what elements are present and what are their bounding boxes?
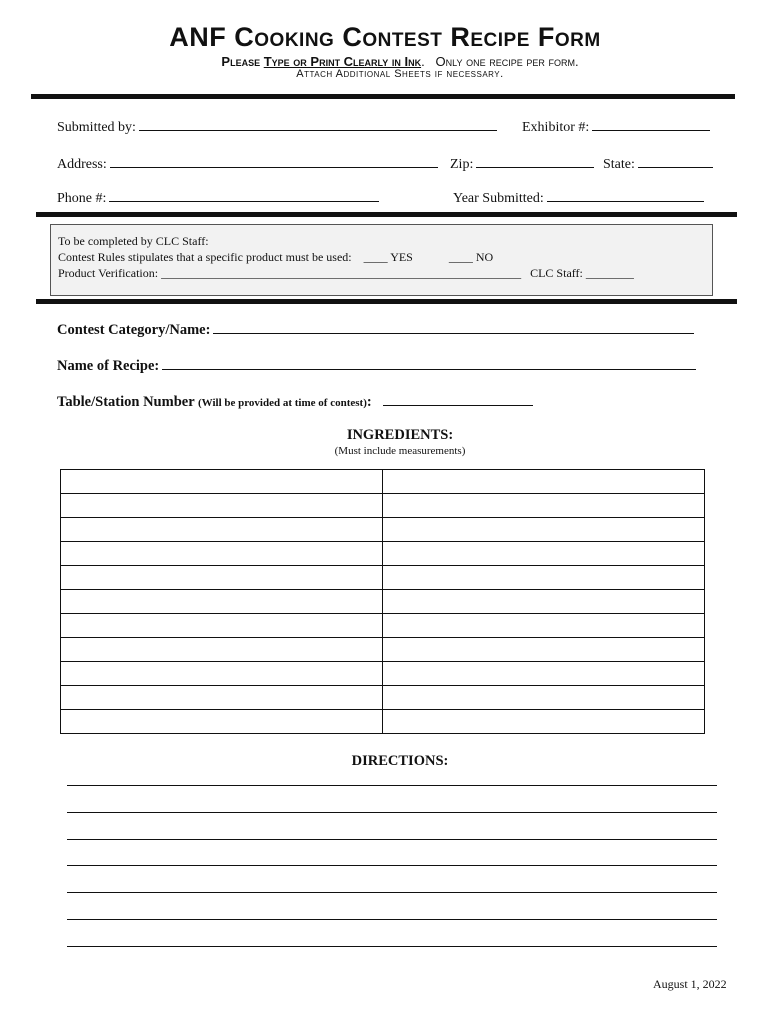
ingredient-cell[interactable] — [383, 470, 705, 494]
table-station-note: (Will be provided at time of contest) — [198, 397, 367, 409]
submitted-by-line[interactable] — [139, 118, 497, 131]
ingredient-row — [61, 518, 705, 542]
zip-line[interactable] — [476, 155, 594, 168]
direction-line[interactable] — [67, 839, 717, 840]
ingredient-cell[interactable] — [61, 494, 383, 518]
directions-heading: DIRECTIONS: — [351, 753, 449, 769]
recipe-name-field[interactable] — [57, 357, 696, 375]
ingredient-row — [61, 662, 705, 686]
year-submitted-line[interactable] — [547, 189, 704, 202]
product-verification[interactable]: Product Verification: ____________________________________________________________ — [58, 266, 522, 280]
zip-label: Zip: — [450, 157, 474, 172]
ingredient-cell[interactable] — [61, 638, 383, 662]
ingredients-note: (Must include measurements) — [334, 445, 466, 457]
contest-category-line[interactable] — [213, 321, 694, 334]
table-station-field[interactable] — [57, 393, 533, 411]
ingredient-cell[interactable] — [383, 590, 705, 614]
direction-line[interactable] — [67, 812, 717, 813]
contest-category-field[interactable] — [57, 321, 694, 339]
attach-sheets-note: Attach Additional Sheets if necessary. — [296, 68, 504, 80]
exhibitor-line[interactable] — [592, 118, 710, 131]
direction-line[interactable] — [67, 946, 717, 947]
zip-field[interactable] — [450, 155, 594, 173]
top-divider — [31, 94, 735, 99]
address-field[interactable] — [57, 155, 438, 173]
exhibitor-field[interactable] — [522, 118, 710, 136]
yes-blank[interactable]: ____ — [363, 250, 388, 264]
no-label: NO — [475, 250, 494, 264]
ingredient-cell[interactable] — [383, 518, 705, 542]
ingredient-row — [61, 494, 705, 518]
verification-row — [58, 265, 712, 281]
ingredient-cell[interactable] — [61, 518, 383, 542]
ingredient-cell[interactable] — [383, 638, 705, 662]
instruction-only-one: Only one recipe per form. — [435, 54, 579, 69]
direction-line[interactable] — [67, 892, 717, 893]
phone-line[interactable] — [109, 189, 379, 202]
ingredient-row — [61, 686, 705, 710]
ingredient-row — [61, 590, 705, 614]
phone-field[interactable] — [57, 189, 379, 207]
clc-staff-box — [50, 224, 713, 296]
state-field[interactable] — [603, 155, 713, 173]
staff-box-heading: To be completed by CLC Staff: — [58, 234, 209, 248]
ingredient-cell[interactable] — [383, 494, 705, 518]
recipe-name-label: Name of Recipe: — [57, 358, 160, 374]
submitted-by-field[interactable] — [57, 118, 497, 136]
submitted-by-label: Submitted by: — [57, 120, 136, 135]
ingredient-cell[interactable] — [61, 710, 383, 734]
ingredient-cell[interactable] — [61, 542, 383, 566]
table-station-line[interactable] — [383, 393, 533, 406]
ingredient-cell[interactable] — [383, 614, 705, 638]
product-rule-row — [58, 249, 712, 265]
direction-line[interactable] — [67, 919, 717, 920]
no-blank[interactable]: ____ — [448, 250, 473, 264]
phone-label: Phone #: — [57, 191, 107, 206]
ingredient-cell[interactable] — [61, 662, 383, 686]
instruction-type-print: Type or Print Clearly in Ink — [263, 54, 422, 69]
exhibitor-label: Exhibitor #: — [522, 120, 590, 135]
state-label: State: — [603, 157, 635, 172]
ingredient-row — [61, 542, 705, 566]
ingredient-cell[interactable] — [383, 710, 705, 734]
table-station-label: Table/Station Number — [57, 394, 195, 410]
form-title: ANF Cooking Contest Recipe Form — [169, 22, 601, 52]
ingredient-cell[interactable] — [383, 662, 705, 686]
ingredient-row — [61, 710, 705, 734]
instruction-please: Please — [221, 54, 261, 69]
product-rule-text: Contest Rules stipulates that a specific product must be used: — [58, 250, 352, 264]
ingredient-row — [61, 614, 705, 638]
clc-staff-signature[interactable]: CLC Staff: ________ — [530, 266, 634, 280]
state-line[interactable] — [638, 155, 713, 168]
ingredient-cell[interactable] — [383, 542, 705, 566]
ingredient-cell[interactable] — [61, 614, 383, 638]
ingredient-cell[interactable] — [61, 590, 383, 614]
table-station-colon: : — [366, 394, 372, 410]
year-submitted-field[interactable] — [453, 189, 704, 207]
direction-line[interactable] — [67, 785, 717, 786]
instruction-period: . — [421, 54, 425, 69]
ingredient-cell[interactable] — [383, 686, 705, 710]
yes-label: YES — [390, 250, 413, 264]
ingredient-row — [61, 638, 705, 662]
ingredient-cell[interactable] — [61, 566, 383, 590]
ingredient-cell[interactable] — [61, 686, 383, 710]
address-line[interactable] — [110, 155, 438, 168]
ingredients-table — [60, 469, 705, 734]
contact-divider — [36, 212, 737, 217]
form-instructions — [0, 54, 770, 69]
address-label: Address: — [57, 157, 107, 172]
recipe-name-line[interactable] — [162, 357, 696, 370]
staff-divider — [36, 299, 737, 304]
form-date: August 1, 2022 — [653, 977, 727, 991]
contest-category-label: Contest Category/Name: — [57, 322, 211, 338]
year-submitted-label: Year Submitted: — [453, 191, 544, 206]
ingredient-cell[interactable] — [61, 470, 383, 494]
direction-line[interactable] — [67, 865, 717, 866]
ingredient-row — [61, 470, 705, 494]
ingredient-row — [61, 566, 705, 590]
ingredients-heading: INGREDIENTS: — [346, 427, 454, 443]
ingredient-cell[interactable] — [383, 566, 705, 590]
